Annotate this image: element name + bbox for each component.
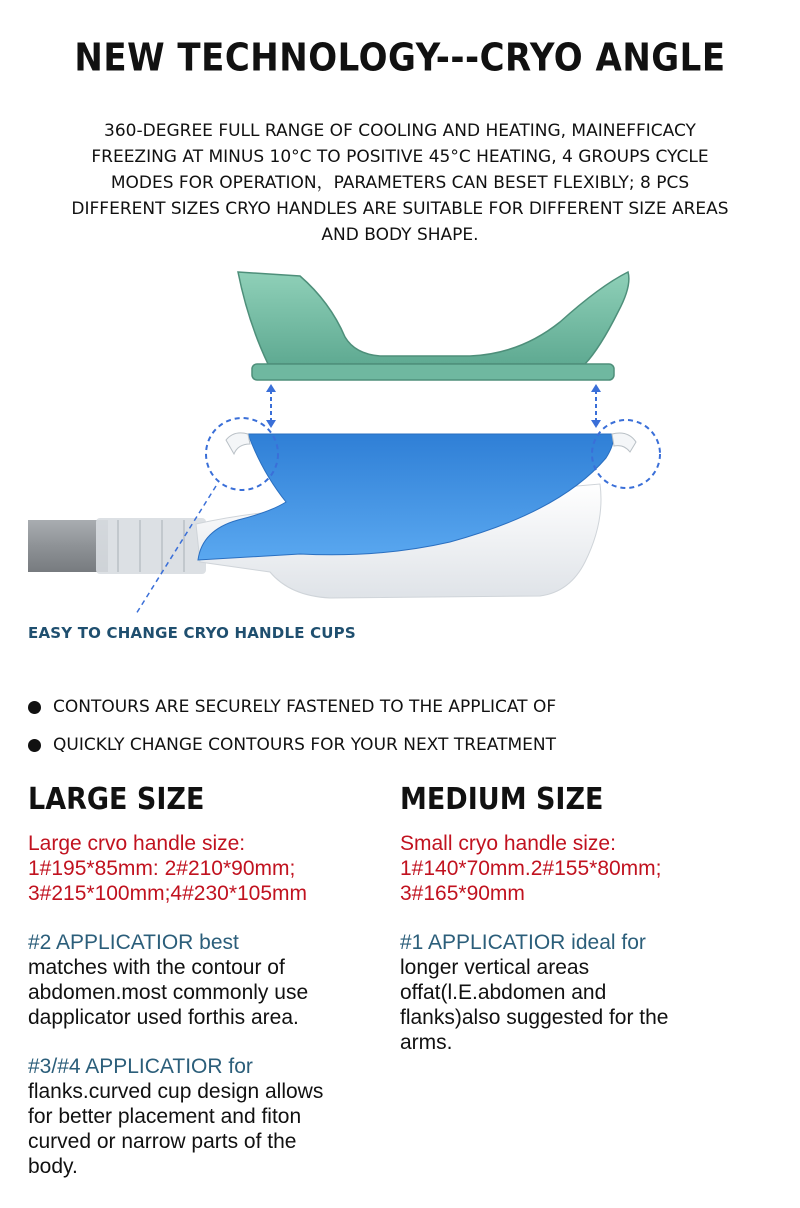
description-line: arms. xyxy=(400,1031,453,1054)
applicator-2-heading: #2 APPLICATIOR best xyxy=(28,931,239,954)
handle-tube xyxy=(28,518,206,574)
description-line: flanks.curved cup design allows xyxy=(28,1080,324,1103)
dimension-line: 1#140*70mm.2#155*80mm; xyxy=(400,857,662,880)
applicator-3-4-description xyxy=(28,1079,398,1179)
bullet-item xyxy=(28,688,788,726)
description-line: matches with the contour of xyxy=(28,956,285,979)
page-title: NEW TECHNOLOGY---CRYO ANGLE xyxy=(74,35,726,81)
applicator-1-heading: #1 APPLICATIOR ideal for xyxy=(400,931,646,954)
cryo-handle-illustration xyxy=(0,262,800,622)
bullet-text: QUICKLY CHANGE CONTOURS FOR YOUR NEXT TREATMENT xyxy=(53,735,556,755)
bullet-list xyxy=(28,688,788,764)
description-line: body. xyxy=(28,1155,78,1178)
intro-line: AND BODY SHAPE. xyxy=(321,225,479,245)
intro-line: MODES FOR OPERATION，PARAMETERS CAN BESET FLEXIBLY; 8 PCS xyxy=(110,173,690,193)
bullet-dot-icon xyxy=(28,739,41,752)
medium-size-heading: MEDIUM SIZE xyxy=(400,782,604,817)
medium-size-column xyxy=(400,782,770,1055)
intro-text xyxy=(20,118,780,248)
applicator-2-description xyxy=(28,955,398,1030)
dimension-line: Small cryo handle size: xyxy=(400,832,616,855)
description-line: longer vertical areas xyxy=(400,956,590,979)
figure-caption: EASY TO CHANGE CRYO HANDLE CUPS xyxy=(28,624,356,642)
bullet-dot-icon xyxy=(28,701,41,714)
applicator-1-description xyxy=(400,955,770,1055)
large-size-column xyxy=(28,782,398,1179)
description-line: curved or narrow parts of the xyxy=(28,1130,297,1153)
intro-line: 360-DEGREE FULL RANGE OF COOLING AND HEATING, MAINEFFICACY xyxy=(104,121,696,141)
bullet-item xyxy=(28,726,788,764)
dimension-line: Large crvo handle size: xyxy=(28,832,246,855)
large-size-heading: LARGE SIZE xyxy=(28,782,205,817)
intro-line: DIFFERENT SIZES CRYO HANDLES ARE SUITABLE FOR DIFFERENT SIZE AREAS xyxy=(71,199,729,219)
applicator-3-4-heading: #3/#4 APPLICATIOR for xyxy=(28,1055,253,1078)
large-size-dimensions xyxy=(28,831,398,906)
description-line: offat(l.E.abdomen and xyxy=(400,981,607,1004)
intro-line: FREEZING AT MINUS 10°C TO POSITIVE 45°C HEATING, 4 GROUPS CYCLE xyxy=(91,147,709,167)
medium-size-dimensions xyxy=(400,831,770,906)
dimension-line: 3#215*100mm;4#230*105mm xyxy=(28,882,308,905)
description-line: flanks)also suggested for the xyxy=(400,1006,669,1029)
dimension-line: 3#165*90mm xyxy=(400,882,525,905)
description-line: for better placement and fiton xyxy=(28,1105,302,1128)
dimension-line: 1#195*85mm: 2#210*90mm; xyxy=(28,857,296,880)
bullet-text: CONTOURS ARE SECURELY FASTENED TO THE APPLICAT OF xyxy=(53,697,557,717)
left-clip xyxy=(226,433,250,454)
green-cup xyxy=(238,272,629,380)
description-line: abdomen.most commonly use xyxy=(28,981,309,1004)
description-line: dapplicator used forthis area. xyxy=(28,1006,299,1029)
right-clip xyxy=(612,433,636,452)
cryo-handle-svg xyxy=(0,262,800,622)
attach-arrows xyxy=(266,384,601,428)
